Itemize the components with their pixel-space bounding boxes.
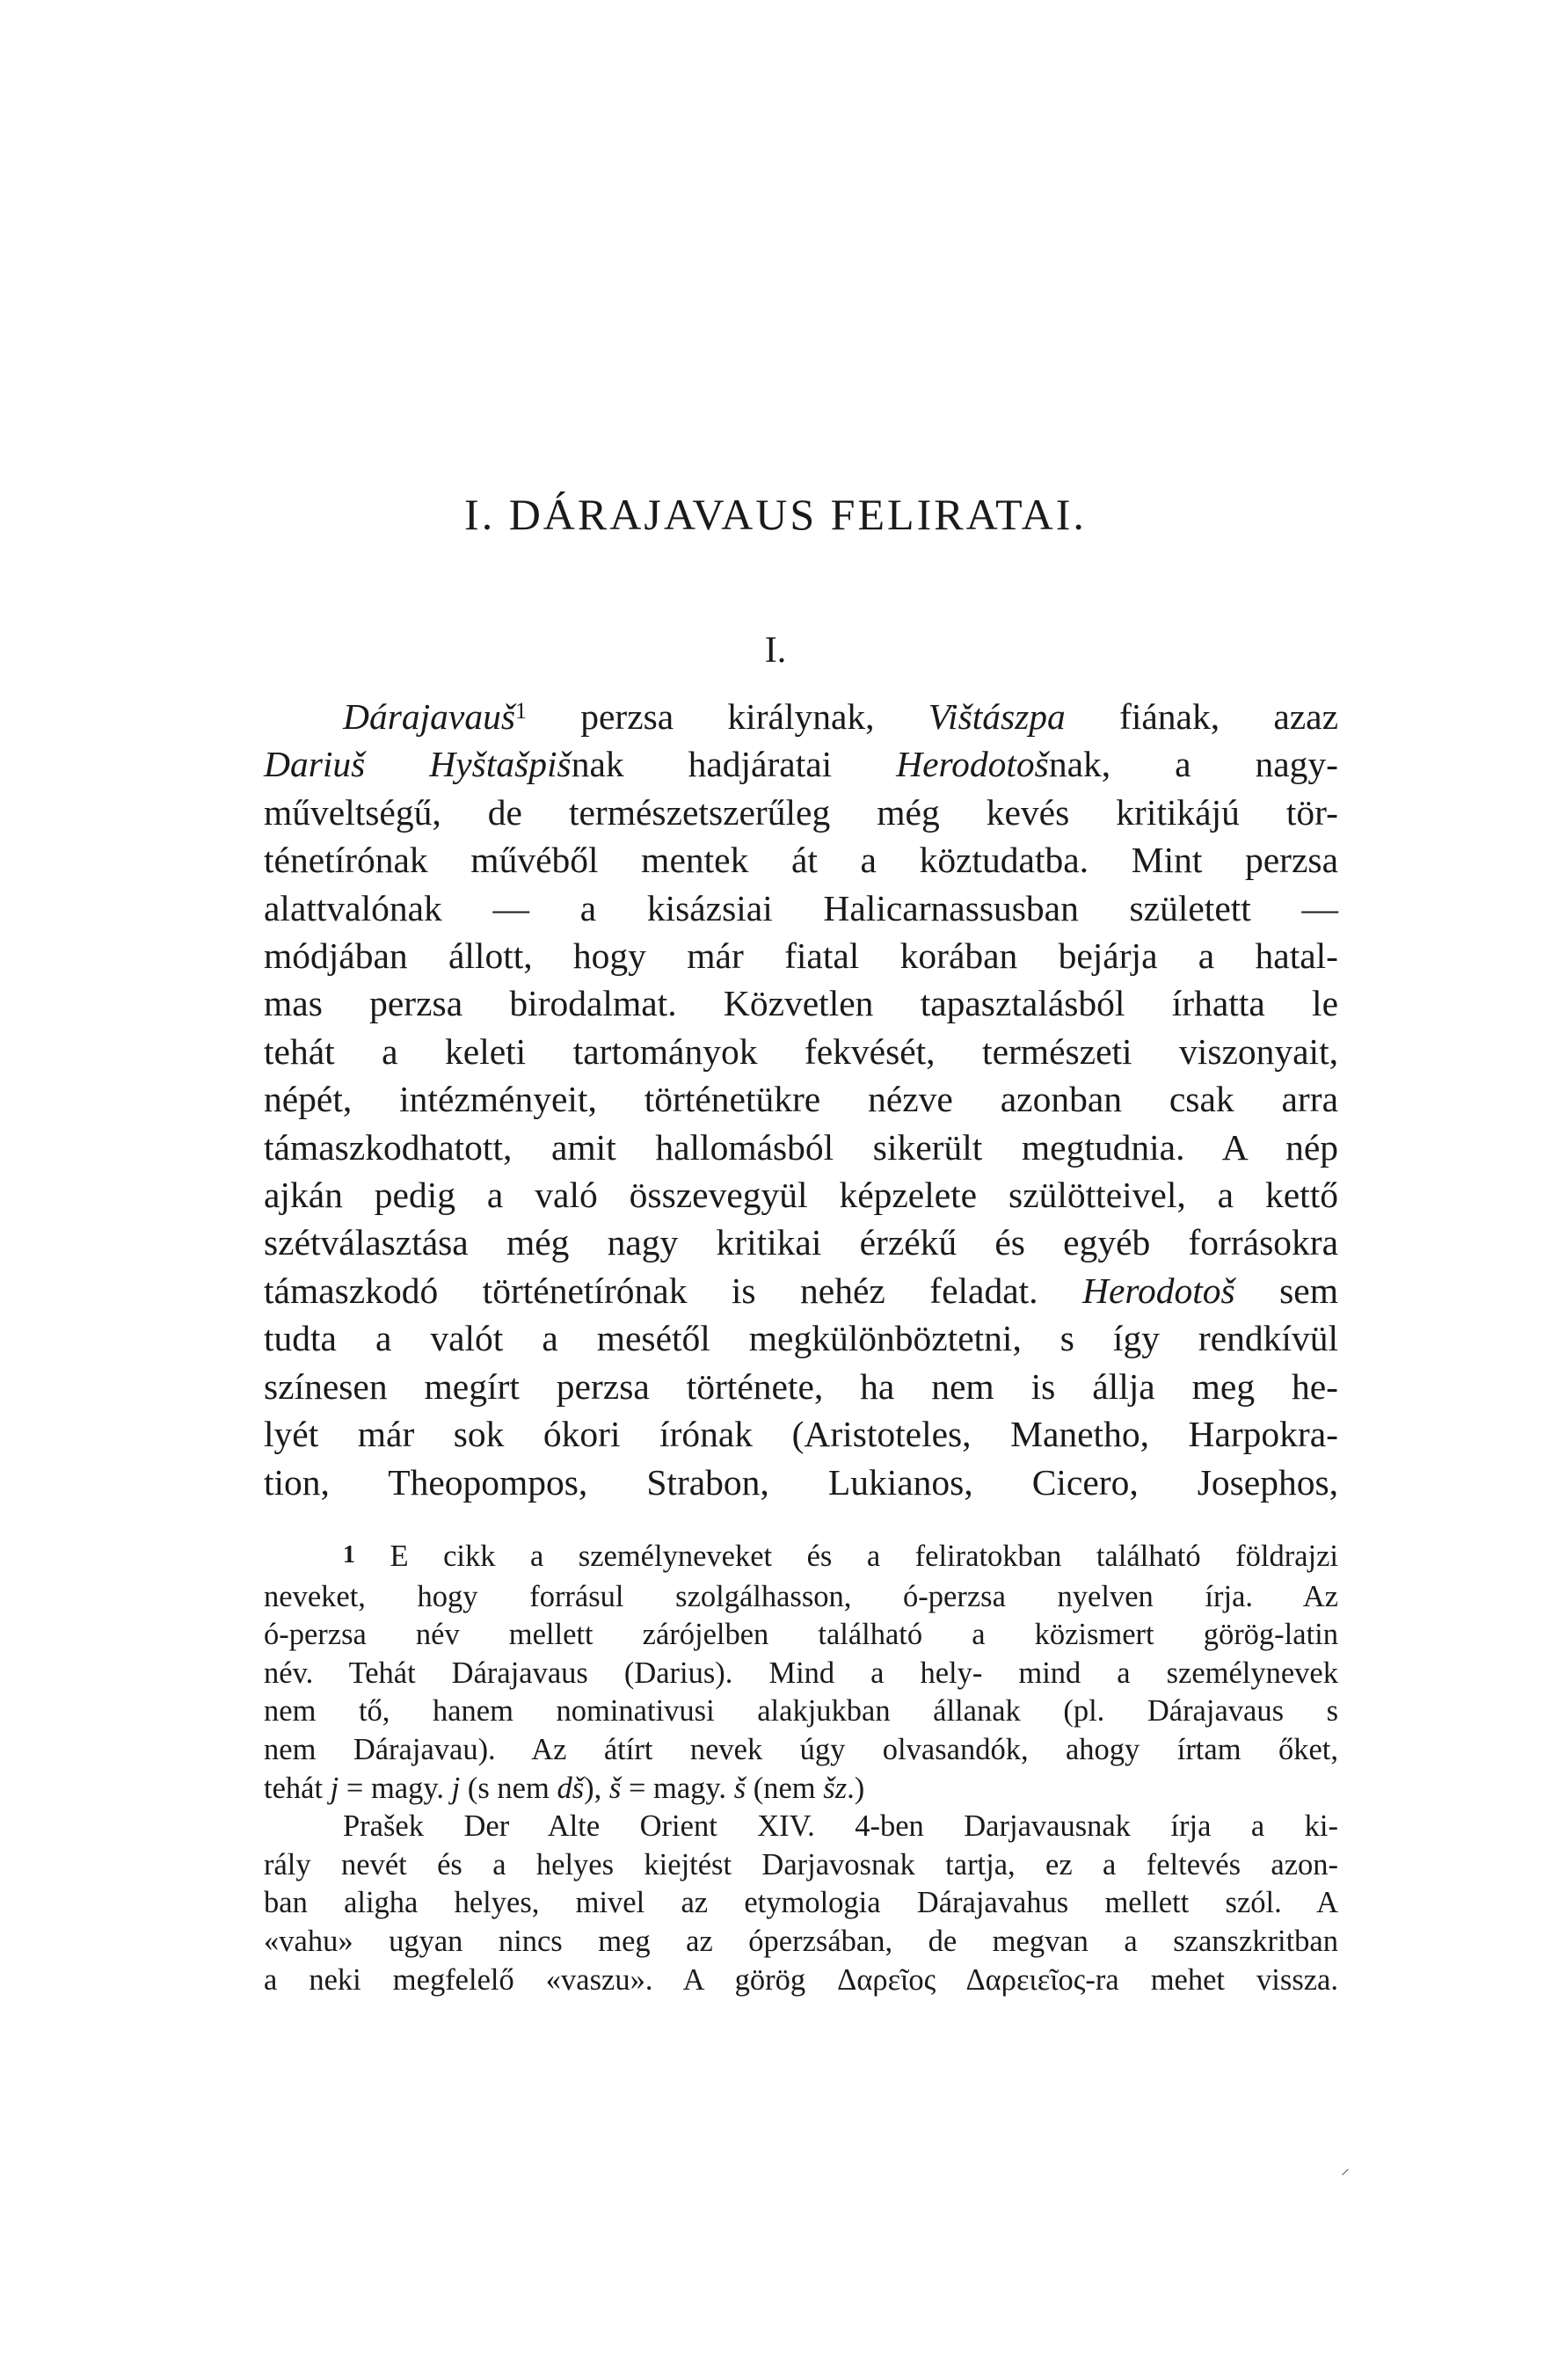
footnote-block [264, 1538, 1338, 1999]
text-run: (nem [746, 1771, 824, 1805]
italic-letter: š [733, 1771, 746, 1805]
italic-letter: dš [557, 1771, 585, 1805]
footnote-line: név. Tehát Dárajavaus (Darius). Mind a hely- mind a személynevek [264, 1656, 1338, 1690]
footnote-line: neveket, hogy forrásul szolgálhasson, ó-perzsa nyelven írja. Az [264, 1579, 1338, 1613]
body-line: alattvalónak — a kisázsiai Halicarnassusban született — [264, 887, 1338, 928]
text-run: perzsa királynak, [526, 696, 928, 737]
body-line [264, 740, 1338, 788]
body-line: tudta a valót a mesétől megkülönböztetni, s így rendkívül [264, 1318, 1338, 1359]
body-line [264, 693, 1338, 740]
page-heading: I. DÁRAJAVAUS FELIRATAI. [464, 490, 1087, 539]
text-run: támaszkodó történetírónak is nehéz feladat. [264, 1270, 1082, 1311]
body-line: támaszkodhatott, amit hallomásból sikerült megtudnia. A nép [264, 1126, 1338, 1168]
footnote-line: ó-perzsa név mellett zárójelben található a közismert görög-latin [264, 1618, 1338, 1652]
text-run: = magy. [339, 1771, 452, 1805]
text-run: sem [1234, 1270, 1338, 1311]
body-line: színesen megírt perzsa története, ha nem is állja meg he- [264, 1365, 1338, 1407]
proper-name: Herodotoš [896, 744, 1049, 785]
text-run: = magy. [621, 1771, 734, 1805]
body-paragraph [264, 693, 1338, 1506]
footnote-line: Prašek Der Alte Orient XIV. 4-ben Darjavausnak írja a ki- [343, 1809, 1338, 1844]
body-line: tion, Theopompos, Strabon, Lukianos, Cicero, Josephos, [264, 1461, 1338, 1503]
footnote-number: 1 [343, 1541, 355, 1568]
footnote-line: a neki megfelelő «vaszu». A görög Δαρεῖος Δαρειεῖος-ra mehet vissza. [264, 1962, 1338, 1997]
footnote-line: nem Dárajavau). Az átírt nevek úgy olvasandók, ahogy írtam őket, [264, 1732, 1338, 1766]
proper-name: Dárajavauš [343, 696, 515, 737]
italic-letter: j [330, 1771, 339, 1805]
body-line: szétválasztása még nagy kritikai érzékű és egyéb forrásokra [264, 1222, 1338, 1263]
proper-name: Hyštašpiš [429, 744, 572, 785]
body-line: ajkán pedig a való összevegyül képzelete szülötteivel, a kettő [264, 1175, 1338, 1216]
text-run: E cikk a személyneveket és a feliratokban található földrajzi [355, 1539, 1338, 1573]
proper-name: Dariuš [264, 744, 366, 785]
body-line: tehát a keleti tartományok fekvését, természeti viszonyait, [264, 1030, 1338, 1072]
footnote-line: «vahu» ugyan nincs meg az óperzsában, de megvan a szanszkritban [264, 1924, 1338, 1958]
text-run: nak, a nagy- [1048, 744, 1338, 785]
text-run: (s nem [460, 1771, 557, 1805]
body-line: műveltségű, de természetszerűleg még kevés kritikájú tör- [264, 791, 1338, 833]
body-line: népét, intézményeit, történetükre nézve azonban csak arra [264, 1079, 1338, 1120]
proper-name: Vištászpa [928, 696, 1066, 737]
footnote-line [264, 1770, 1338, 1809]
stray-print-mark: ⸍ [1341, 2166, 1350, 2186]
section-number: I. [764, 630, 787, 671]
text-run: ), [584, 1771, 609, 1805]
footnote-line: rály nevét és a helyes kiejtést Darjavosnak tartja, ez a feltevés azon- [264, 1847, 1338, 1881]
body-line: ténetírónak művéből mentek át a köztudatba. Mint perzsa [264, 840, 1338, 881]
text-run: fiának, azaz [1065, 696, 1339, 737]
footnote-line: nem tő, hanem nominativusi alakjukban állanak (pl. Dárajavaus s [264, 1694, 1338, 1729]
footnote-line [264, 1538, 1338, 1578]
text-run: tehát [264, 1771, 331, 1805]
text-run [365, 744, 429, 784]
body-line: módjában állott, hogy már fiatal korában bejárja a hatal- [264, 935, 1338, 977]
italic-letter: š [608, 1771, 622, 1805]
text-run: .) [847, 1771, 865, 1805]
italic-letter: šz [823, 1771, 848, 1805]
text-run: nak hadjáratai [571, 744, 897, 785]
footnote-line: ban aligha helyes, mivel az etymologia Dárajavahus mellett szól. A [264, 1886, 1338, 1920]
body-line [264, 1267, 1338, 1314]
proper-name: Herodotoš [1081, 1270, 1235, 1311]
footnote-reference[interactable]: 1 [514, 698, 527, 724]
body-line: lyét már sok ókori írónak (Aristoteles, Manetho, Harpokra- [264, 1414, 1338, 1455]
italic-letter: j [451, 1771, 461, 1805]
body-line: mas perzsa birodalmat. Közvetlen tapasztalásból írhatta le [264, 983, 1338, 1024]
